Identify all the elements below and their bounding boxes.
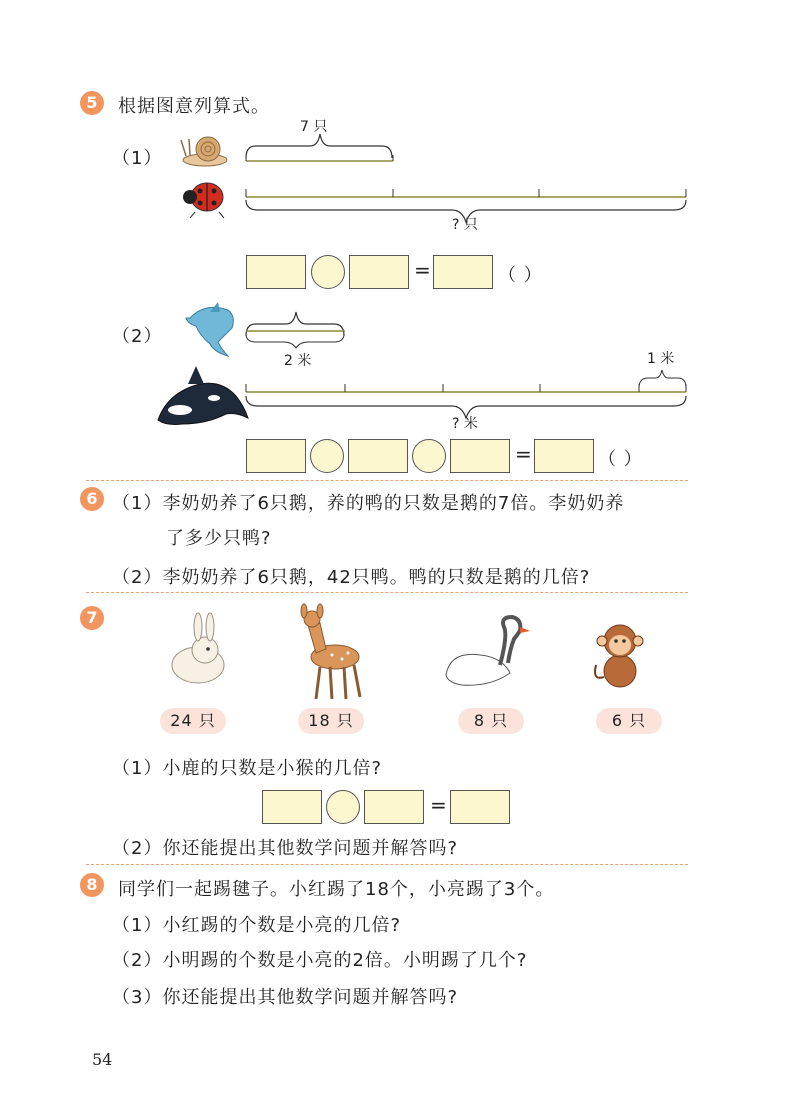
q5-part2-label: （2） <box>112 326 163 347</box>
monkey-count: 6 只 <box>596 708 662 734</box>
q8-part1: （1）小红踢的个数是小亮的几倍? <box>112 915 402 936</box>
q5-part1-label: （1） <box>112 148 163 169</box>
q5-p2-operator-circle-2[interactable] <box>412 439 446 473</box>
snail-icon <box>181 137 227 166</box>
q7-answer-box-2[interactable] <box>364 790 424 824</box>
q5-p2-answer-box-1[interactable] <box>246 439 306 473</box>
q7-result-box[interactable] <box>450 790 510 824</box>
q7-equals: = <box>430 793 447 817</box>
q6-part1-line1: （1）李奶奶养了6只鹅，养的鸭的只数是鹅的7倍。李奶奶养 <box>112 493 625 514</box>
q7-operator-circle[interactable] <box>326 790 360 824</box>
q5-p1-answer-box-2[interactable] <box>349 255 409 289</box>
divider <box>86 592 688 593</box>
question-7-badge: 7 <box>80 606 104 630</box>
question-6-badge: 6 <box>80 487 104 511</box>
q8-intro: 同学们一起踢毽子。小红踢了18个，小亮踢了3个。 <box>118 879 555 900</box>
divider <box>86 864 688 865</box>
q5-p2-extra-label: 1 米 <box>647 351 675 367</box>
swan-icon <box>446 617 530 685</box>
q5-p2-equals: = <box>515 442 532 466</box>
page-number: 54 <box>92 1050 113 1069</box>
q6-part1-line2: 了多少只鸭? <box>166 528 272 549</box>
q5-segment-diagrams <box>0 0 800 480</box>
q5-p2-operator-circle-1[interactable] <box>310 439 344 473</box>
q5-p1-equals: = <box>414 258 431 282</box>
q6-part2: （2）李奶奶养了6只鹅，42只鸭。鸭的只数是鹅的几倍? <box>112 567 591 588</box>
question-5-title: 根据图意列算式。 <box>118 96 270 117</box>
dolphin-icon <box>186 302 233 356</box>
q7-part2: （2）你还能提出其他数学问题并解答吗? <box>112 838 459 859</box>
deer-count: 18 只 <box>298 708 364 734</box>
q5-p2-bottom-label: ? 米 <box>452 416 478 432</box>
q5-p1-operator-circle[interactable] <box>311 255 345 289</box>
deer-icon <box>301 604 360 699</box>
q7-part1: （1）小鹿的只数是小猴的几倍? <box>112 758 383 779</box>
q5-p1-top-label: 7 只 <box>300 119 328 135</box>
q8-part3: （3）你还能提出其他数学问题并解答吗? <box>112 987 459 1008</box>
q5-p2-result-box[interactable] <box>534 439 594 473</box>
q7-animal-illustrations <box>0 595 800 705</box>
q5-p1-answer-box-1[interactable] <box>246 255 306 289</box>
divider <box>86 480 688 481</box>
question-8-badge: 8 <box>80 873 104 897</box>
rabbit-count: 24 只 <box>160 708 226 734</box>
q5-p2-answer-box-3[interactable] <box>450 439 510 473</box>
q8-part2: （2）小明踢的个数是小亮的2倍。小明踢了几个? <box>112 950 528 971</box>
rabbit-icon <box>172 613 224 683</box>
q5-p1-bottom-label: ? 只 <box>452 217 478 233</box>
q5-p2-unit-paren: （ ） <box>598 449 643 470</box>
monkey-icon <box>595 625 643 687</box>
q5-p1-unit-paren: （ ） <box>498 265 543 286</box>
ladybug-icon <box>183 183 224 218</box>
q7-answer-box-1[interactable] <box>262 790 322 824</box>
question-5-badge: 5 <box>80 91 104 115</box>
swan-count: 8 只 <box>458 708 524 734</box>
q5-p2-top-label: 2 米 <box>284 353 312 369</box>
orca-icon <box>158 366 248 425</box>
q5-p1-result-box[interactable] <box>433 255 493 289</box>
q5-p2-answer-box-2[interactable] <box>348 439 408 473</box>
